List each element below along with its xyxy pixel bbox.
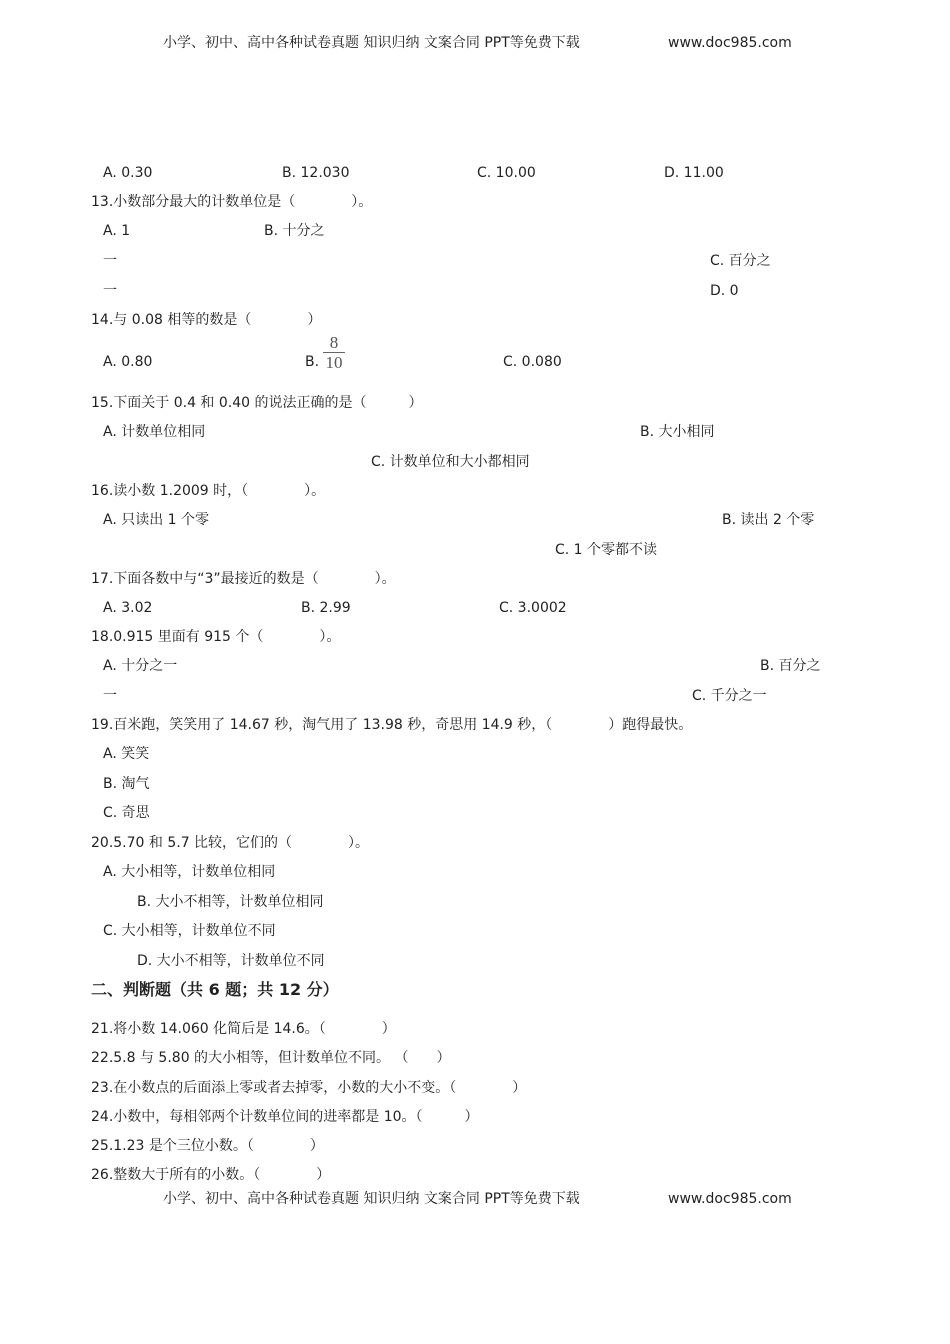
q14-option-b: B.	[305, 354, 320, 370]
judge-item: 23.在小数点的后面添上零或者去掉零，小数的大小不变。（ ）	[91, 1080, 527, 1096]
q12-option-a: A. 0.30	[103, 165, 153, 181]
q13-stem: 13.小数部分最大的计数单位是（ ）。	[91, 194, 373, 210]
q14-stem: 14.与 0.08 相等的数是（ ）	[91, 312, 322, 328]
section-title: 二、判断题（共 6 题；共 12 分）	[91, 980, 339, 999]
q13-option-a: A. 1	[103, 223, 131, 239]
q18-stem: 18.0.915 里面有 915 个（ ）。	[91, 629, 341, 645]
judge-item: 26.整数大于所有的小数。（ ）	[91, 1167, 331, 1183]
q17-option-a: A. 3.02	[103, 600, 153, 616]
q14-option-c: C. 0.080	[503, 354, 562, 370]
judge-item: 22.5.8 与 5.80 的大小相等，但计数单位不同。 （ ）	[91, 1050, 451, 1066]
q14-fraction	[323, 334, 345, 371]
q18-option-b-cont: 一	[103, 688, 117, 704]
q13-option-d: D. 0	[710, 283, 739, 299]
q20-option-d: D. 大小不相等，计数单位不同	[137, 953, 325, 969]
q20-stem: 20.5.70 和 5.7 比较，它们的（ ）。	[91, 835, 370, 851]
q20-option-a: A. 大小相等，计数单位相同	[103, 864, 276, 880]
q18-option-b: B. 百分之	[760, 658, 821, 674]
q20-option-b: B. 大小不相等，计数单位相同	[137, 894, 324, 910]
judge-item: 24.小数中，每相邻两个计数单位间的进率都是 10。（ ）	[91, 1109, 479, 1125]
q20-option-c: C. 大小相等，计数单位不同	[103, 923, 276, 939]
header-url[interactable]: www.doc985.com	[668, 35, 792, 51]
q13-option-c: C. 百分之	[710, 253, 771, 269]
q19-option-b: B. 淘气	[103, 776, 150, 792]
q19-option-a: A. 笑笑	[103, 746, 150, 762]
q15-option-a: A. 计数单位相同	[103, 424, 206, 440]
q12-option-b: B. 12.030	[282, 165, 350, 181]
q13-option-b-cont: 一	[103, 253, 117, 269]
q17-option-c: C. 3.0002	[499, 600, 567, 616]
q16-option-c: C. 1 个零都不读	[555, 542, 658, 558]
q16-stem: 16.读小数 1.2009 时，（ ）。	[91, 483, 326, 499]
q13-option-b: B. 十分之	[264, 223, 325, 239]
footer-text: 小学、初中、高中各种试卷真题 知识归纳 文案合同 PPT等免费下载	[163, 1191, 580, 1207]
fraction-denominator: 10	[325, 353, 343, 372]
header-text: 小学、初中、高中各种试卷真题 知识归纳 文案合同 PPT等免费下载	[163, 35, 580, 51]
judge-item: 21.将小数 14.060 化简后是 14.6。（ ）	[91, 1021, 396, 1037]
q15-option-b: B. 大小相同	[640, 424, 715, 440]
q14-option-a: A. 0.80	[103, 354, 153, 370]
q18-option-a: A. 十分之一	[103, 658, 178, 674]
q12-option-d: D. 11.00	[664, 165, 724, 181]
q17-option-b: B. 2.99	[301, 600, 351, 616]
q18-option-c: C. 千分之一	[692, 688, 767, 704]
q16-option-b: B. 读出 2 个零	[722, 512, 815, 528]
q13-option-c-cont: 一	[103, 283, 117, 299]
q16-option-a: A. 只读出 1 个零	[103, 512, 210, 528]
q19-stem: 19.百米跑，笑笑用了 14.67 秒，淘气用了 13.98 秒，奇思用 14.9 秒，（ ）跑得最快。	[91, 717, 693, 733]
q15-option-c: C. 计数单位和大小都相同	[371, 454, 530, 470]
footer-url[interactable]: www.doc985.com	[668, 1191, 792, 1207]
q15-stem: 15.下面关于 0.4 和 0.40 的说法正确的是（ ）	[91, 395, 423, 411]
q17-stem: 17.下面各数中与“3”最接近的数是（ ）。	[91, 571, 396, 587]
q12-option-c: C. 10.00	[477, 165, 536, 181]
judge-item: 25.1.23 是个三位小数。（ ）	[91, 1138, 324, 1154]
q19-option-c: C. 奇思	[103, 805, 150, 821]
fraction-numerator: 8	[329, 333, 339, 352]
